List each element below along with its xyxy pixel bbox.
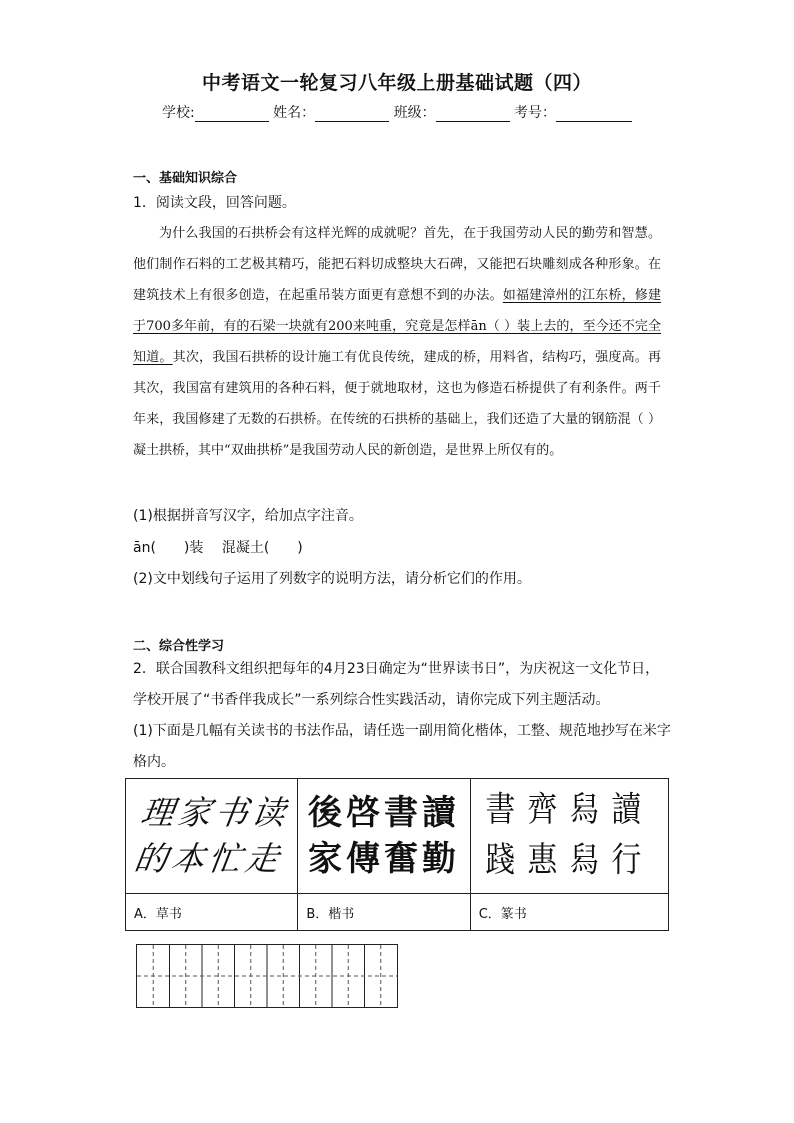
sub-question-2-1: (1)下面是几幅有关读书的书法作品，请任选一副用简化楷体，工整、规范地抄写在米字格内。	[133, 723, 671, 770]
seal-script-artwork: 書齊舄讀 踐惠舄行	[485, 790, 654, 881]
name-blank[interactable]	[315, 107, 389, 122]
school-label: 学校:	[161, 105, 195, 121]
class-blank[interactable]	[436, 107, 510, 122]
student-info-line	[0, 102, 794, 122]
option-a-label: A．草书	[126, 894, 298, 931]
calligraphy-cursive	[126, 779, 298, 894]
page-title: 中考语文一轮复习八年级上册基础试题（四）	[201, 72, 592, 94]
passage-text-3: 其次，我国石拱桥的设计施工有优良传统，建成的桥，用料省，结构巧，强度高。再其次，我国富有建筑用的各种石料，便于就地取材，这也为修造石桥提供了有利条件。两千年来，我国修建了无数的石拱桥。在传统的石拱桥的基础上，我们还造了大量的钢筋混（ ）凝土拱桥，其中“双曲拱桥”是我国劳动人民的新创造，是世界上所仅有的。	[133, 350, 661, 458]
section-heading-2: 二、综合性学习	[133, 639, 225, 654]
calligraphy-seal	[470, 779, 668, 894]
option-b-label: B．楷书	[298, 894, 470, 931]
question-2: 2．联合国教科文组织把每年的4月23日确定为“世界读书日”，为庆祝这一文化节日，学校开展了“书香伴我成长”一系列综合性实践活动，请你完成下列主题活动。	[133, 661, 660, 708]
sub-question-1-1: (1)根据拼音写汉字，给加点字注音。	[133, 508, 363, 524]
name-label: 姓名：	[273, 105, 316, 121]
school-blank[interactable]	[195, 107, 269, 122]
reading-passage	[133, 218, 661, 466]
calligraphy-regular	[298, 779, 470, 894]
exam-no-blank[interactable]	[556, 107, 632, 122]
class-label: 班级：	[393, 105, 436, 121]
pinyin-answer-line[interactable]: ān( )装 混凝土( )	[133, 540, 303, 556]
option-c-label: C．篆书	[470, 894, 668, 931]
section-heading-1: 一、基础知识综合	[133, 171, 238, 186]
grid-lines	[137, 945, 397, 1007]
calligraphy-table	[125, 778, 669, 931]
underlined-sentence: 如福建漳州的江东桥，修建于700多年前，有的石梁一块就有200来吨重，究竟是怎样ān（ ）装上去的，至今还不完全知道。	[133, 288, 661, 365]
question-1: 1．阅读文段，回答问题。	[133, 195, 296, 211]
exam-no-label: 考号：	[514, 105, 557, 121]
passage-text-1: 为什么我国的石拱桥会有这样光辉的成就呢？首先，在于我国劳动人民的勤劳和智慧。他们制作石料的工艺极其精巧，能把石料切成整块大石碑，又能把石块雕刻成各种形象。在建筑技术上有很多创造，在起重吊装方面更有意想不到的办法。	[133, 226, 661, 303]
mizi-writing-grid[interactable]	[136, 944, 398, 1008]
sub-question-1-2: (2)文中划线句子运用了列数字的说明方法，请分析它们的作用。	[133, 571, 531, 587]
regular-script-artwork: 後啓書讀 家傳奮勤	[308, 793, 461, 879]
cursive-artwork: 理家书读 的本忙走	[131, 793, 292, 878]
